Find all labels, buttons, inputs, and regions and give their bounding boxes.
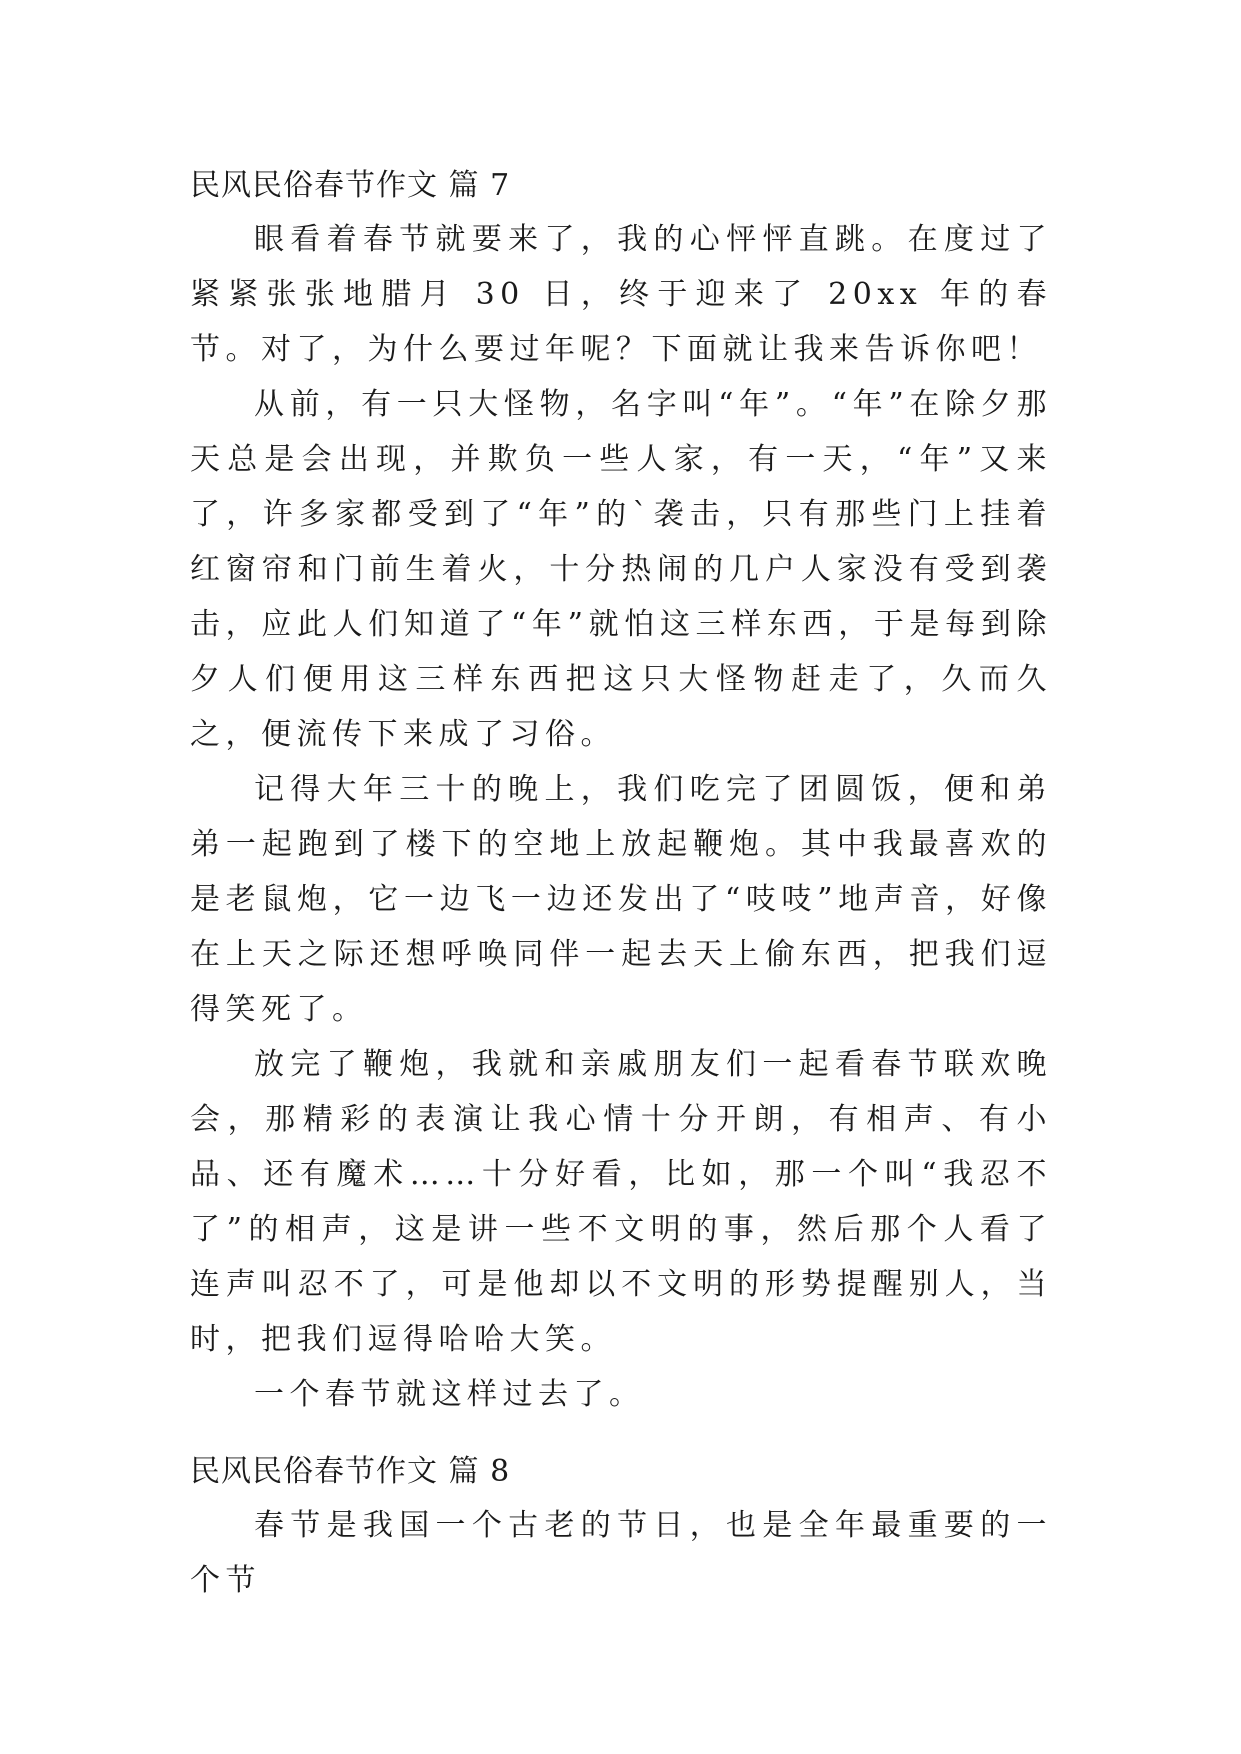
section-heading: 民风民俗春节作文 篇 7 [190,168,511,203]
paragraph: 眼看着春节就要来了，我的心怦怦直跳。在度过了紧紧张张地腊月 30 日，终于迎来了 20xx 年的春节。对了，为什么要过年呢？下面就让我来告诉你吧！ [190,222,1052,367]
section-heading: 民风民俗春节作文 篇 8 [190,1454,511,1489]
paragraph: 一个春节就这样过去了。 [254,1377,645,1412]
paragraph: 放完了鞭炮，我就和亲戚朋友们一起看春节联欢晚会，那精彩的表演让我心情十分开朗，有相声、有小品、还有魔术……十分好看，比如，那一个叫“我忍不了”的相声，这是讲一些不文明的事，然后那个人看了连声叫忍不了，可是他却以不文明的形势提醒别人，当时，把我们逗得哈哈大笑。 [190,1047,1052,1357]
essay-section-8 [190,1446,1052,1608]
paragraph: 从前，有一只大怪物，名字叫“年”。“年”在除夕那天总是会出现，并欺负一些人家，有一天，“年”又来了，许多家都受到了“年”的`袭击，只有那些门上挂着红窗帘和门前生着火，十分热闹的几户人家没有受到袭击，应此人们知道了“年”就怕这三样东西，于是每到除夕人们便用这三样东西把这只大怪物赶走了，久而久之，便流传下来成了习俗。 [190,387,1052,752]
paragraph: 春节是我国一个古老的节日，也是全年最重要的一个节 [190,1508,1052,1598]
essay-section-7 [190,160,1052,1422]
paragraph: 记得大年三十的晚上，我们吃完了团圆饭，便和弟弟一起跑到了楼下的空地上放起鞭炮。其中我最喜欢的是老鼠炮，它一边飞一边还发出了“吱吱”地声音，好像在上天之际还想呼唤同伴一起去天上偷东西，把我们逗得笑死了。 [190,772,1052,1027]
